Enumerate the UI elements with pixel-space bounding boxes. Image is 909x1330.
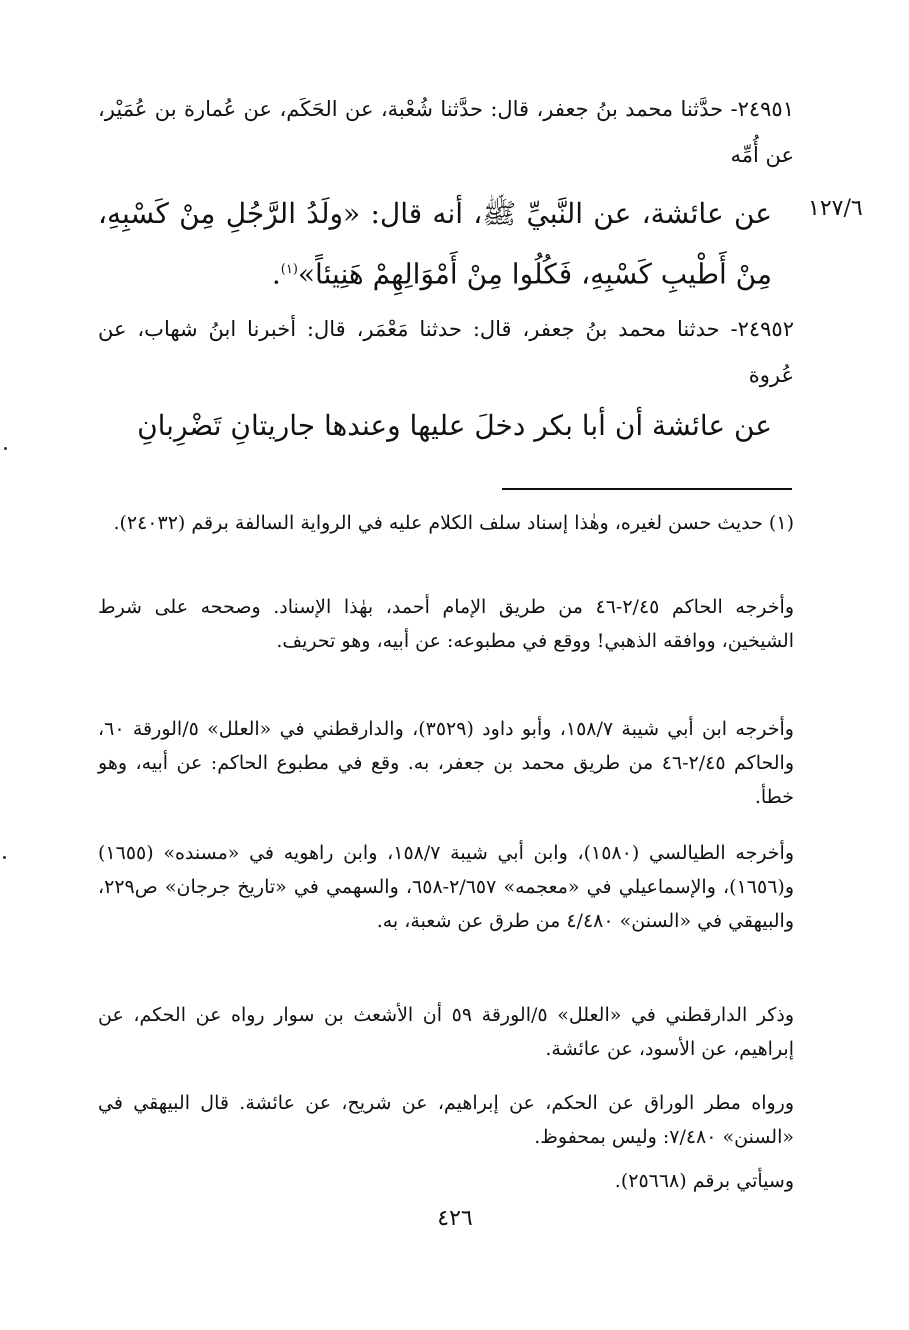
hadith-24952-isnad: ٢٤٩٥٢- حدثنا محمد بنُ جعفر، قال: حدثنا مَعْمَر، قال: أخبرنا ابنُ شهاب، عن عُروة <box>98 317 794 387</box>
hadith-24952-matn: عن عائشة أن أبا بكر دخلَ عليها وعندها جاريتانِ تَضْرِبانِ <box>137 409 772 442</box>
footnote-paragraph-tayalisi: وأخرجه الطيالسي (١٥٨٠)، وابن أبي شيبة ١٥٨/٧، وابن راهويه في «مسنده» (١٦٥٥) و(١٦٥٦)، والإسماعيلي في «معجمه» ٢/٦٥٧-٦٥٨، والسهمي في «تاريخ جرجان» ص٢٢٩، والبيهقي في «السنن» ٤/٤٨٠ من طرق عن شعبة، به. <box>98 842 795 932</box>
scan-speck <box>3 856 6 859</box>
footnote-paragraph-cross-reference: وسيأتي برقم (٢٥٦٦٨). <box>614 1170 794 1192</box>
hadith-24951-matn-container: عن عائشة، عن النَّبيِّ ﷺ، أنه قال: «ولَدُ الرَّجُلِ مِنْ كَسْبِهِ، مِنْ أَطْيبِ كَسْبِهِ، فَكُلُوا مِنْ أَمْوَالِهِمْ هَنِيئاً»$^{(١)}$. <box>98 197 772 291</box>
margin-volume-page-reference: ١٢٧/٦ <box>808 196 863 221</box>
footnote-paragraph-hakim: وأخرجه الحاكم ٢/٤٥-٤٦ من طريق الإمام أحمد، بهٰذا الإسناد. وصححه على شرط الشيخين، ووافقه الذهبي! ووقع في مطبوعه: عن أبيه، وهو تحريف. <box>98 596 794 652</box>
footnote-paragraph-daraqutni: وذكر الدارقطني في «العلل» ٥/الورقة ٥٩ أن الأشعث بن سوار رواه عن الحكم، عن إبراهيم، عن الأسود، عن عائشة. <box>98 1004 794 1060</box>
footnote-separator-rule <box>502 488 792 490</box>
footnote-marker-1: (١) <box>280 262 298 277</box>
hadith-24951-isnad: ٢٤٩٥١- حدَّثنا محمد بنُ جعفر، قال: حدَّثنا شُعْبة، عن الحَكَم، عن عُمارة بن عُمَيْر، عن أُمِّه <box>98 97 794 167</box>
footnote-paragraph-ibn-abi-shayba: وأخرجه ابن أبي شيبة ١٥٨/٧، وأبو داود (٣٥٢٩)، والدارقطني في «العلل» ٥/الورقة ٦٠، والحاكم ٢/٤٥-٤٦ من طريق محمد بن جعفر، به. وقع في مطبوع الحاكم: عن أبيه، وهو خطأ. <box>98 718 795 808</box>
footnote-paragraph-matar-warraq: ورواه مطر الوراق عن الحكم، عن إبراهيم، عن شريح، عن عائشة. قال البيهقي في «السنن» ٧/٤٨٠: وليس بمحفوظ. <box>98 1092 794 1148</box>
scan-speck <box>4 447 7 450</box>
footnote-1-paragraph: (١) حديث حسن لغيره، وهٰذا إسناد سلف الكلام عليه في الرواية السالفة برقم (٢٤٠٣٢). <box>113 512 794 534</box>
hadith-24951-matn: عن عائشة، عن النَّبيِّ ﷺ، أنه قال: «ولَدُ الرَّجُلِ مِنْ كَسْبِهِ، مِنْ أَطْيبِ كَسْبِهِ، فَكُلُوا مِنْ أَمْوَالِهِمْ هَنِيئاً» <box>98 197 772 291</box>
page-number: ٤٢٦ <box>437 1206 473 1231</box>
